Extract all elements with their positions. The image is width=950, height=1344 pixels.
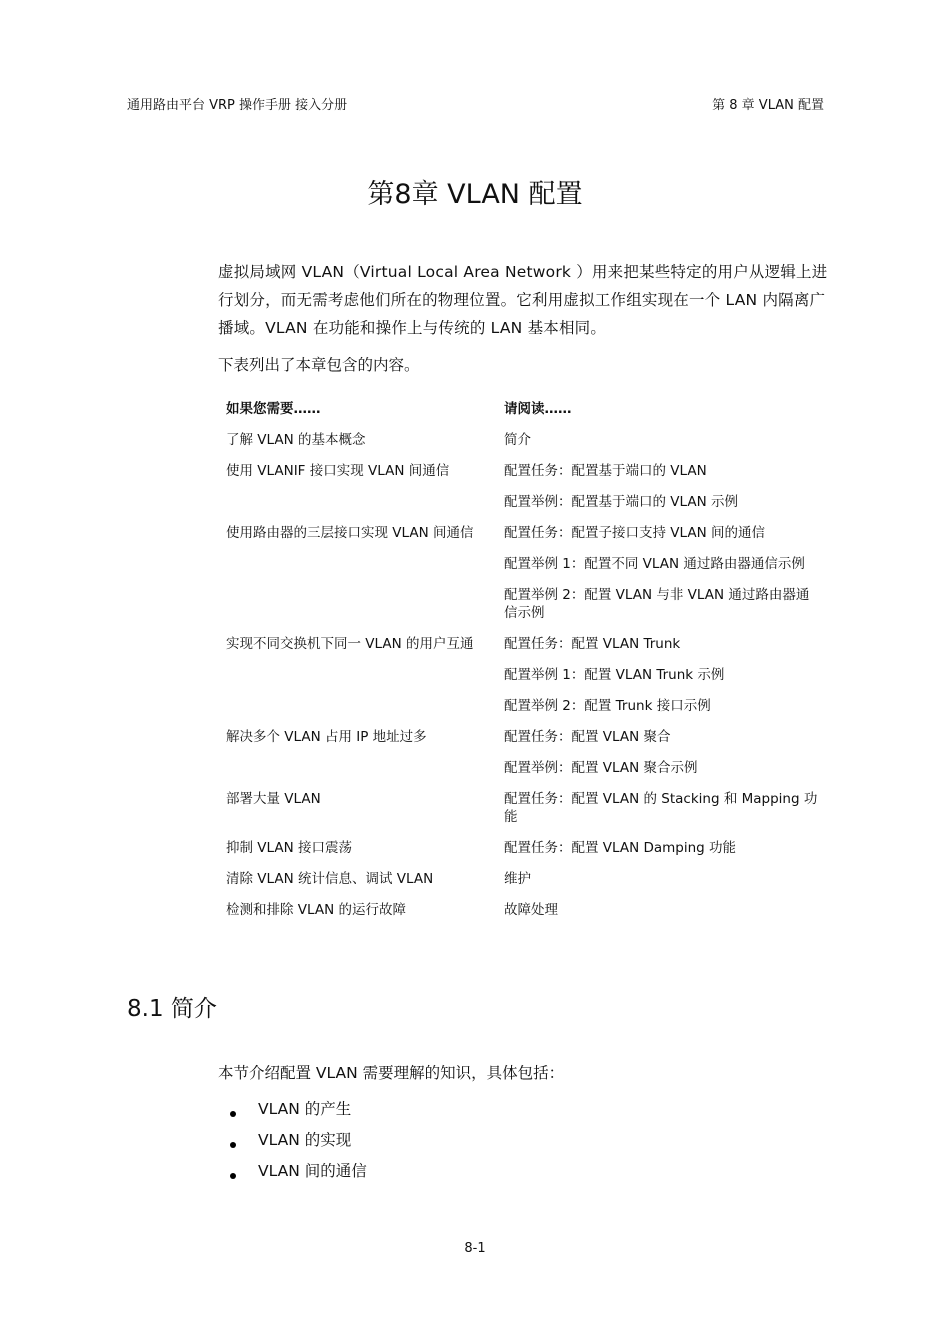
table-cell-need: 实现不同交换机下同一 VLAN 的用户互通	[226, 636, 474, 652]
table-row	[226, 835, 826, 866]
section-title: 8.1 简介	[127, 996, 217, 1022]
table-cell-read-link[interactable]: 配置任务：配置子接口支持 VLAN 间的通信	[504, 525, 765, 541]
table-cell-need: 清除 VLAN 统计信息、调试 VLAN	[226, 871, 434, 887]
list-item-link[interactable]: VLAN 的产生	[258, 1100, 352, 1118]
table-cell-need: 检测和排除 VLAN 的运行故障	[226, 902, 406, 918]
contents-table	[226, 396, 826, 928]
table-cell-need	[226, 662, 504, 693]
table-row	[226, 724, 826, 755]
table-cell-read-link[interactable]: 配置任务：配置 VLAN Damping 功能	[504, 840, 737, 856]
table-cell-need	[226, 489, 504, 520]
table-cell-need: 使用 VLANIF 接口实现 VLAN 间通信	[226, 463, 450, 479]
table-row	[226, 427, 826, 458]
table-cell-read-link[interactable]: 简介	[504, 432, 531, 448]
table-cell-read-link[interactable]: 配置举例 2：配置 VLAN 与非 VLAN 通过路由器通信示例	[504, 587, 810, 621]
table-row	[226, 693, 826, 724]
table-row	[226, 551, 826, 582]
list-item-link[interactable]: VLAN 的实现	[258, 1131, 352, 1149]
bullet-icon	[230, 1111, 236, 1117]
table-row	[226, 786, 826, 835]
table-cell-need	[226, 551, 504, 582]
table-cell-need	[226, 693, 504, 724]
table-row	[226, 631, 826, 662]
page-number: 8-1	[464, 1241, 486, 1256]
table-row	[226, 662, 826, 693]
table-row	[226, 866, 826, 897]
table-row	[226, 755, 826, 786]
table-row	[226, 520, 826, 551]
table-cell-read-link[interactable]: 配置举例 1：配置不同 VLAN 通过路由器通信示例	[504, 556, 805, 572]
running-header-right: 第 8 章 VLAN 配置	[712, 98, 824, 113]
table-row	[226, 489, 826, 520]
bullet-icon	[230, 1173, 236, 1179]
table-row	[226, 897, 826, 928]
table-cell-need	[226, 755, 504, 786]
table-cell-need	[226, 582, 504, 631]
table-cell-read-link[interactable]: 配置举例：配置 VLAN 聚合示例	[504, 760, 698, 776]
table-cell-need: 了解 VLAN 的基本概念	[226, 432, 366, 448]
table-cell-need: 使用路由器的三层接口实现 VLAN 间通信	[226, 525, 474, 541]
chapter-title: 第8章 VLAN 配置	[367, 179, 583, 210]
table-cell-read-link[interactable]: 配置举例 2：配置 Trunk 接口示例	[504, 698, 711, 714]
table-intro: 下表列出了本章包含的内容。	[218, 356, 420, 374]
table-cell-read-link[interactable]: 配置举例 1：配置 VLAN Trunk 示例	[504, 667, 725, 683]
table-cell-read-link[interactable]: 配置任务：配置基于端口的 VLAN	[504, 463, 707, 479]
table-cell-need: 解决多个 VLAN 占用 IP 地址过多	[226, 729, 427, 745]
table-header-read: 请阅读……	[504, 401, 572, 417]
list-item-link[interactable]: VLAN 间的通信	[258, 1162, 367, 1180]
table-cell-read-link[interactable]: 故障处理	[504, 902, 558, 918]
table-header-need: 如果您需要……	[226, 401, 321, 417]
table-header-row	[226, 396, 826, 427]
table-cell-read-link[interactable]: 配置举例：配置基于端口的 VLAN 示例	[504, 494, 738, 510]
section-intro: 本节介绍配置 VLAN 需要理解的知识，具体包括：	[218, 1064, 565, 1082]
table-cell-need: 部署大量 VLAN	[226, 791, 321, 807]
table-cell-read-link[interactable]: 配置任务：配置 VLAN Trunk	[504, 636, 681, 652]
running-header-left: 通用路由平台 VRP 操作手册 接入分册	[127, 98, 348, 113]
table-cell-read-link[interactable]: 配置任务：配置 VLAN 的 Stacking 和 Mapping 功能	[504, 791, 818, 825]
table-row	[226, 582, 826, 631]
bullet-icon	[230, 1142, 236, 1148]
table-cell-need: 抑制 VLAN 接口震荡	[226, 840, 352, 856]
table-cell-read-link[interactable]: 维护	[504, 871, 531, 887]
intro-paragraph: 虚拟局域网 VLAN（Virtual Local Area Network ）用来把某些特定的用户从逻辑上进行划分，而无需考虑他们所在的物理位置。它利用虚拟工作组实现在一个 LAN 内隔离广播域。VLAN 在功能和操作上与传统的 LAN 基本相同。	[218, 263, 828, 337]
table-row	[226, 458, 826, 489]
table-cell-read-link[interactable]: 配置任务：配置 VLAN 聚合	[504, 729, 671, 745]
